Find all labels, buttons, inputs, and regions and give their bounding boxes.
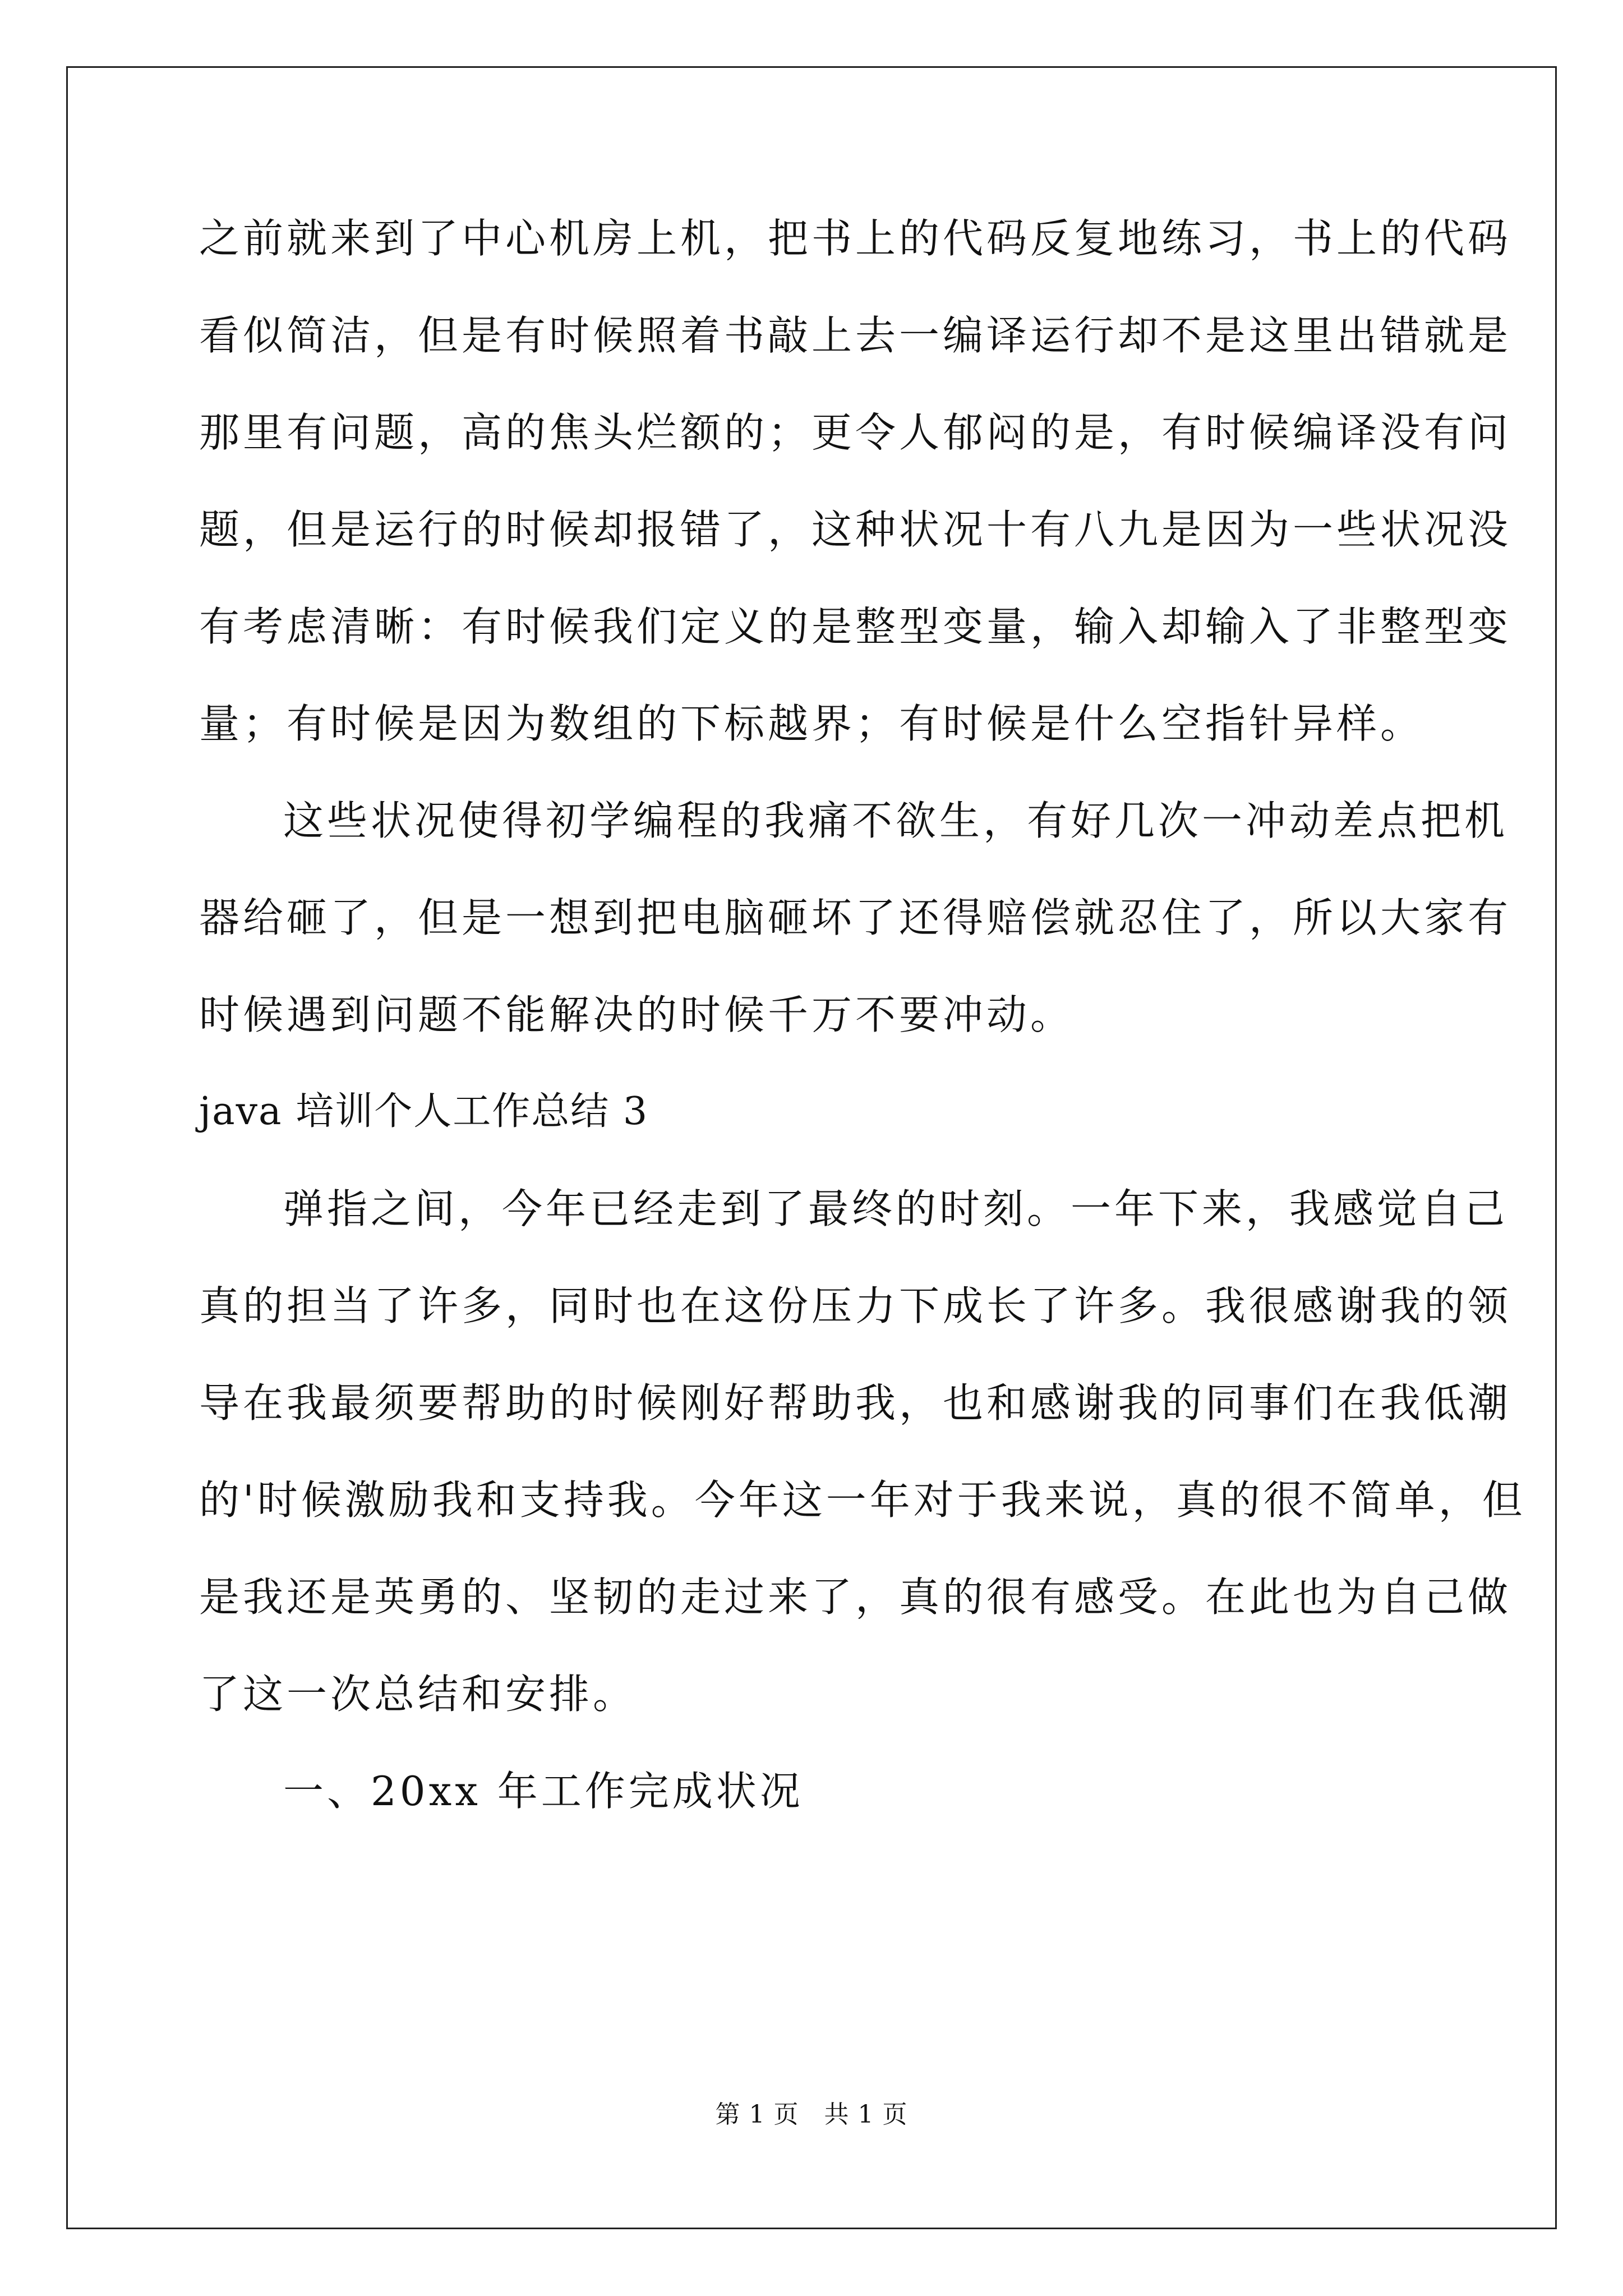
paragraph-line: 时候遇到问题不能解决的时候千万不要冲动。 (199, 991, 1075, 1038)
page-border (66, 66, 1557, 2229)
paragraph-line: 导在我最须要帮助的时候刚好帮助我，也和感谢我的同事们在我低潮 (199, 1379, 1512, 1427)
paragraph-line: 是我还是英勇的、坚韧的走过来了，真的很有感受。在此也为自己做 (199, 1573, 1512, 1621)
paragraph-line: 这些状况使得初学编程的我痛不欲生，有好几次一冲动差点把机 (283, 797, 1509, 844)
paragraph-line: 之前就来到了中心机房上机，把书上的代码反复地练习，书上的代码 (199, 215, 1512, 262)
page-footer: 第 1 页 共 1 页 (715, 2100, 908, 2129)
paragraph-line: 看似简洁，但是有时候照着书敲上去一编译运行却不是这里出错就是 (199, 312, 1512, 359)
section-heading: java 培训个人工作总结 3 (199, 1089, 649, 1134)
paragraph-line: 那里有问题，高的焦头烂额的；更令人郁闷的是，有时候编译没有问 (199, 409, 1512, 456)
paragraph-line: 弹指之间，今年已经走到了最终的时刻。一年下来，我感觉自己 (283, 1185, 1509, 1232)
subsection-title: 一、20xx 年工作完成状况 (283, 1768, 804, 1815)
paragraph-line: 器给砸了，但是一想到把电脑砸坏了还得赔偿就忍住了，所以大家有 (199, 894, 1512, 941)
paragraph-line: 有考虑清晰：有时候我们定义的是整型变量，输入却输入了非整型变 (199, 603, 1512, 650)
paragraph-line: 题，但是运行的时候却报错了，这种状况十有八九是因为一些状况没 (199, 506, 1512, 553)
paragraph-line: 量；有时候是因为数组的下标越界；有时候是什么空指针异样。 (199, 700, 1424, 747)
paragraph-line: 真的担当了许多，同时也在这份压力下成长了许多。我很感谢我的领 (199, 1282, 1512, 1329)
paragraph-line: 了这一次总结和安排。 (199, 1671, 637, 1718)
paragraph-line: 的'时候激励我和支持我。今年这一年对于我来说，真的很不简单，但 (199, 1476, 1526, 1524)
